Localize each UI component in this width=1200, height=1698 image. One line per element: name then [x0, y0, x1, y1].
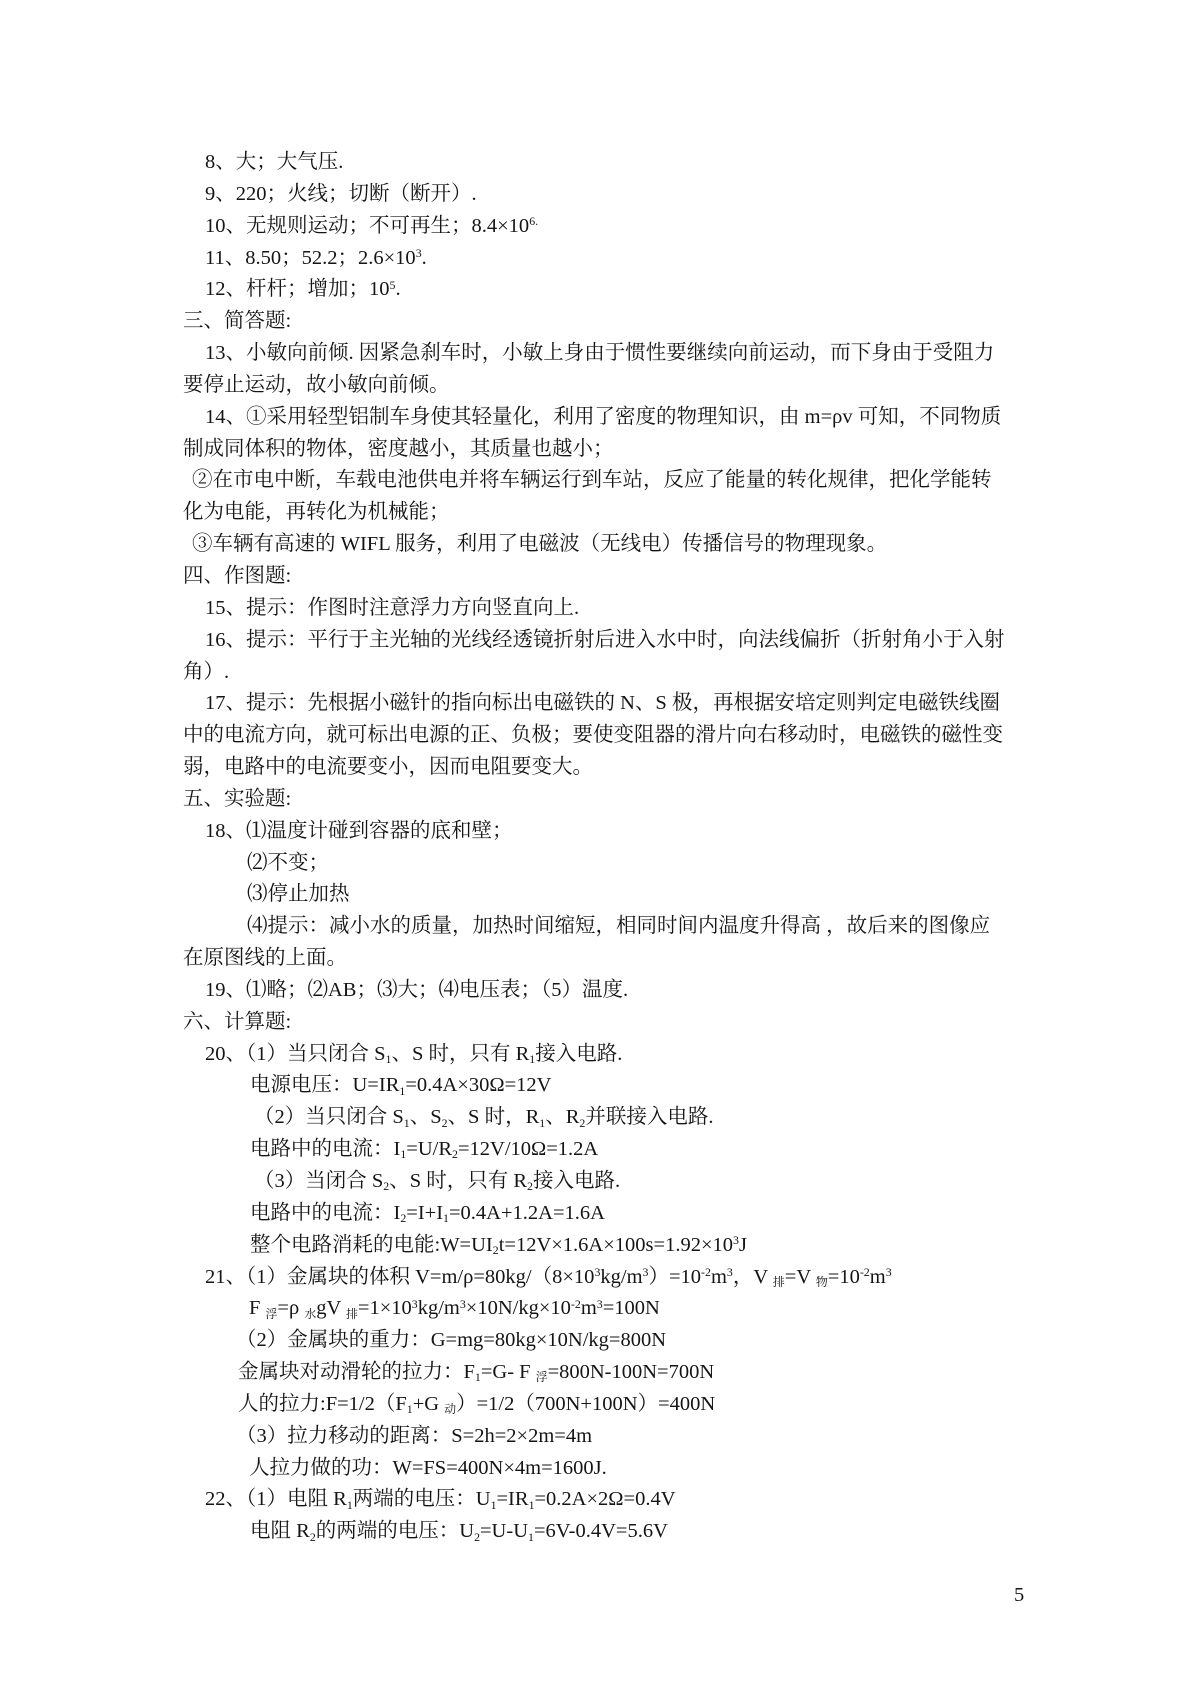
text-run: 的两端的电压：U [315, 1520, 475, 1543]
subscript: 1 [529, 1051, 536, 1066]
subscript: 1 [399, 1083, 406, 1098]
answer-21-part-3 [0, 1421, 1200, 1453]
answer-15 [0, 593, 1200, 625]
text-run: 两端的电压：U [352, 1488, 491, 1511]
text-run: =0.4A+1.2A=1.6A [448, 1201, 605, 1224]
text-run: 21、（1）金属块的体积 V=m/ρ=80kg/（8×10 [205, 1265, 595, 1288]
answer-13 [0, 338, 1200, 370]
text-run: ⑵不变； [247, 851, 329, 874]
answer-20-part-3 [0, 1166, 1200, 1198]
text-run: 电路中的电流：I [250, 1138, 401, 1161]
text-run: 电路中的电流：I [250, 1201, 401, 1224]
text-run: ×10N/kg×10 [465, 1297, 571, 1320]
superscript: 3 [596, 1296, 603, 1311]
answer-20-part-1-calc [0, 1070, 1200, 1102]
answer-10 [0, 211, 1200, 243]
answer-17-continued-2 [0, 752, 1200, 784]
subscript: 1 [528, 1529, 534, 1544]
text-run: ③车辆有高速的 WIFL 服务，利用了电磁波（无线电）传播信号的物理现象。 [192, 533, 888, 556]
text-run: 12、杆杆；增加；10 [205, 278, 390, 301]
text-run: . [395, 278, 401, 301]
answer-18-part-4 [0, 911, 1200, 943]
superscript: 3 [733, 1233, 739, 1248]
page-number: 5 [1014, 1584, 1025, 1606]
text-run: =6V-0.4V=5.6V [533, 1520, 668, 1543]
text-run: m [869, 1265, 886, 1288]
text-run: 8、大；大气压. [205, 151, 344, 173]
answer-11 [0, 243, 1200, 275]
answer-18-part-1 [0, 816, 1200, 848]
answer-17 [0, 688, 1200, 720]
answer-16-continued [0, 657, 1200, 689]
answer-22-part-1-voltage [0, 1516, 1200, 1548]
subscript: 2 [309, 1529, 316, 1544]
section-heading-calculation [0, 1007, 1200, 1039]
text-run: =1×10 [357, 1297, 412, 1320]
text-run: 22、（1）电阻 R [205, 1488, 347, 1511]
text-run: . [421, 246, 427, 269]
text-run: 接入电路. [535, 1042, 623, 1065]
text-run: （2）当只闭合 S [254, 1106, 404, 1129]
text-run: （3）当闭合 S [254, 1170, 384, 1192]
answer-21-part-2-pull [0, 1357, 1200, 1389]
text-run: 人的拉力:F=1/2（F [238, 1392, 407, 1415]
answer-21-part-2 [0, 1325, 1200, 1357]
answer-20-part-1 [0, 1039, 1200, 1071]
text-run: 人拉力做的功：W=FS=400N×4m=1600J. [249, 1456, 607, 1479]
text-run: 、S [409, 1106, 442, 1129]
text-run: 、S 时，R [447, 1106, 540, 1129]
text-run: gV [316, 1297, 347, 1320]
text-run: =100N [602, 1297, 660, 1320]
subscript: 1 [406, 1402, 413, 1417]
subscript: 1 [528, 1497, 535, 1512]
section-heading-short-answer [0, 306, 1200, 338]
text-run: ）=1/2（700N+100N）=400N [456, 1392, 716, 1415]
text-run: 17、提示：先根据小磁针的指向标出电磁铁的 N、S 极，再根据安培定则判定电磁铁线圈 [205, 692, 1000, 715]
answer-21-part-1 [0, 1262, 1200, 1294]
subscript: 2 [579, 1115, 586, 1130]
text-run: =12V/10Ω=1.2A [457, 1138, 599, 1161]
text-run: 整个电路消耗的电能:W=UI [250, 1233, 493, 1256]
text-run: 20、（1）当只闭合 S [205, 1042, 386, 1065]
text-run: ⑷提示：减小水的质量，加热时间缩短，相同时间内温度升得高 ，故后来的图像应 [247, 915, 991, 938]
superscript: -2 [859, 1265, 870, 1279]
subscript: 2 [527, 1179, 533, 1194]
answer-18-part-4-continued [0, 943, 1200, 975]
text-run: =0.2A×2Ω=0.4V [534, 1488, 676, 1511]
text-run: =0.4A×30Ω=12V [405, 1074, 552, 1097]
text-run: =IR [496, 1488, 529, 1511]
subscript: 1 [346, 1497, 353, 1512]
text-run: =I+I [406, 1201, 444, 1224]
section-heading-drawing [0, 561, 1200, 593]
subscript: 1 [400, 1147, 407, 1162]
answer-12 [0, 274, 1200, 306]
text-run: 电阻 R [250, 1520, 310, 1543]
text-run: 六、计算题: [183, 1010, 292, 1033]
text-run: 接入电路. [532, 1170, 621, 1192]
answer-20-part-2-calc [0, 1134, 1200, 1166]
answer-21-part-2-force [0, 1389, 1200, 1421]
superscript: 3 [726, 1265, 733, 1279]
answer-14-part-1 [0, 402, 1200, 434]
text-run: 、S 时，只有 R [389, 1170, 528, 1192]
text-run: 9、220；火线；切断（断开）. [205, 182, 477, 205]
subscript: 2 [492, 1243, 499, 1258]
text-run: 并联接入电路. [585, 1106, 714, 1129]
text-run: +G [412, 1392, 445, 1415]
text-run: 电源电压：U=IR [250, 1074, 400, 1097]
text-run: =800N-100N=700N [547, 1361, 715, 1384]
text-run: 、R [545, 1106, 580, 1129]
text-run: =V [784, 1265, 816, 1288]
answer-14-part-1-continued [0, 434, 1200, 466]
text-run: 16、提示：平行于主光轴的光线经透镜折射后进入水中时，向法线偏折（折射角小于入射 [205, 628, 1005, 651]
text-run: （2）金属块的重力：G=mg=80kg×10N/kg=800N [236, 1329, 667, 1352]
subscript: 1 [490, 1497, 497, 1512]
text-run: 三、简答题: [183, 310, 292, 333]
superscript: 3 [642, 1265, 649, 1279]
text-run: =ρ [277, 1297, 305, 1320]
subscript: 2 [441, 1115, 448, 1130]
text-run: 中的电流方向，就可标出电源的正、负极；要使变阻器的滑片向右移动时，电磁铁的磁性变 [183, 724, 1003, 747]
answer-key-body [0, 147, 1200, 1548]
answer-21-part-1-buoyancy [0, 1293, 1200, 1325]
text-run: 五、实验题: [183, 787, 292, 810]
subscript: 排 [346, 1306, 358, 1321]
text-run: （3）拉力移动的距离：S=2h=2×2m=4m [236, 1424, 593, 1447]
superscript: 3 [415, 246, 422, 260]
text-run: 弱，电路中的电流要变小，因而电阻要变大。 [183, 756, 593, 779]
answer-8 [0, 147, 1200, 179]
subscript: 2 [383, 1179, 390, 1194]
text-run: J [738, 1233, 747, 1256]
text-run: ）=10 [648, 1265, 702, 1288]
superscript: 3 [594, 1265, 601, 1279]
text-run: 在原图线的上面。 [183, 947, 347, 970]
answer-13-continued [0, 370, 1200, 402]
answer-19 [0, 975, 1200, 1007]
text-run: t=12V×1.6A×100s=1.92×10 [498, 1233, 734, 1256]
answer-17-continued [0, 720, 1200, 752]
subscript: 2 [400, 1211, 407, 1226]
answer-16 [0, 625, 1200, 657]
superscript: 3 [411, 1296, 418, 1311]
subscript: 浮 [265, 1306, 278, 1321]
text-run: kg/m [417, 1297, 460, 1320]
text-run: 金属块对动滑轮的拉力：F [238, 1361, 475, 1384]
answer-14-part-2-continued [0, 497, 1200, 529]
text-run: =U/R [406, 1138, 453, 1161]
superscript: -2 [570, 1296, 581, 1311]
answer-9 [0, 179, 1200, 211]
answer-20-part-2 [0, 1102, 1200, 1134]
subscript: 1 [443, 1211, 449, 1226]
text-run: ⑶停止加热 [247, 883, 350, 906]
subscript: 浮 [535, 1370, 548, 1385]
text-run: 制成同体积的物体，密度越小，其质量也越小； [183, 437, 614, 460]
text-run: 11、8.50；52.2；2.6×10 [205, 246, 416, 269]
text-run: kg/m [600, 1265, 643, 1288]
text-run: m [580, 1297, 597, 1320]
text-run: F [249, 1297, 266, 1320]
text-run: 角）. [183, 660, 230, 683]
subscript: 水 [304, 1306, 317, 1321]
text-run: 14、①采用轻型铝制车身使其轻量化，利用了密度的物理知识，由 m=ρv 可知，不同物质 [205, 405, 1002, 428]
superscript: 5 [389, 277, 396, 292]
answer-18-part-2 [0, 848, 1200, 880]
answer-14-part-2 [0, 465, 1200, 497]
answer-14-part-3 [0, 529, 1200, 561]
text-run: =G- F [480, 1361, 536, 1384]
subscript: 2 [474, 1529, 480, 1544]
text-run: 10、无规则运动；不可再生；8.4×10 [205, 214, 530, 237]
answer-22-part-1 [0, 1484, 1200, 1516]
subscript: 物 [815, 1274, 828, 1289]
text-run: ，V [732, 1265, 773, 1288]
subscript: 1 [403, 1115, 410, 1130]
answer-20-part-3-calc [0, 1198, 1200, 1230]
subscript: 1 [474, 1370, 481, 1385]
text-run: m [710, 1265, 727, 1288]
answer-20-part-3-energy [0, 1230, 1200, 1262]
text-run: 化为电能，再转化为机械能； [183, 501, 450, 524]
text-run: 要停止运动，故小敏向前倾。 [183, 373, 450, 396]
text-run: 19、⑴略；⑵AB；⑶大；⑷电压表；（5）温度. [205, 978, 629, 1001]
answer-18-part-3 [0, 879, 1200, 911]
section-heading-experiment [0, 784, 1200, 816]
subscript: 1 [385, 1051, 392, 1066]
text-run: 13、小敏向前倾. 因紧急刹车时，小敏上身由于惯性要继续向前运动，而下身由于受阻力 [205, 342, 995, 365]
superscript: 3 [885, 1265, 892, 1279]
text-run: =10 [827, 1265, 860, 1288]
text-run: 15、提示：作图时注意浮力方向竖直向上. [205, 596, 580, 619]
subscript: 2 [452, 1147, 458, 1162]
superscript: -2 [701, 1265, 711, 1279]
subscript: 动 [444, 1402, 457, 1417]
text-run: 、S 时，只有 R [391, 1042, 530, 1065]
text-run: =U-U [480, 1520, 528, 1543]
subscript: 排 [772, 1274, 785, 1289]
text-run: 18、⑴温度计碰到容器的底和壁； [205, 819, 513, 842]
text-run: ②在市电中断，车载电池供电并将车辆运行到车站，反应了能量的转化规律，把化学能转 [192, 469, 992, 492]
superscript: 3 [459, 1296, 466, 1311]
answer-21-part-3-work [0, 1453, 1200, 1485]
text-run: 四、作图题: [183, 564, 292, 587]
subscript: 1 [539, 1115, 546, 1130]
superscript: 6. [529, 214, 539, 229]
